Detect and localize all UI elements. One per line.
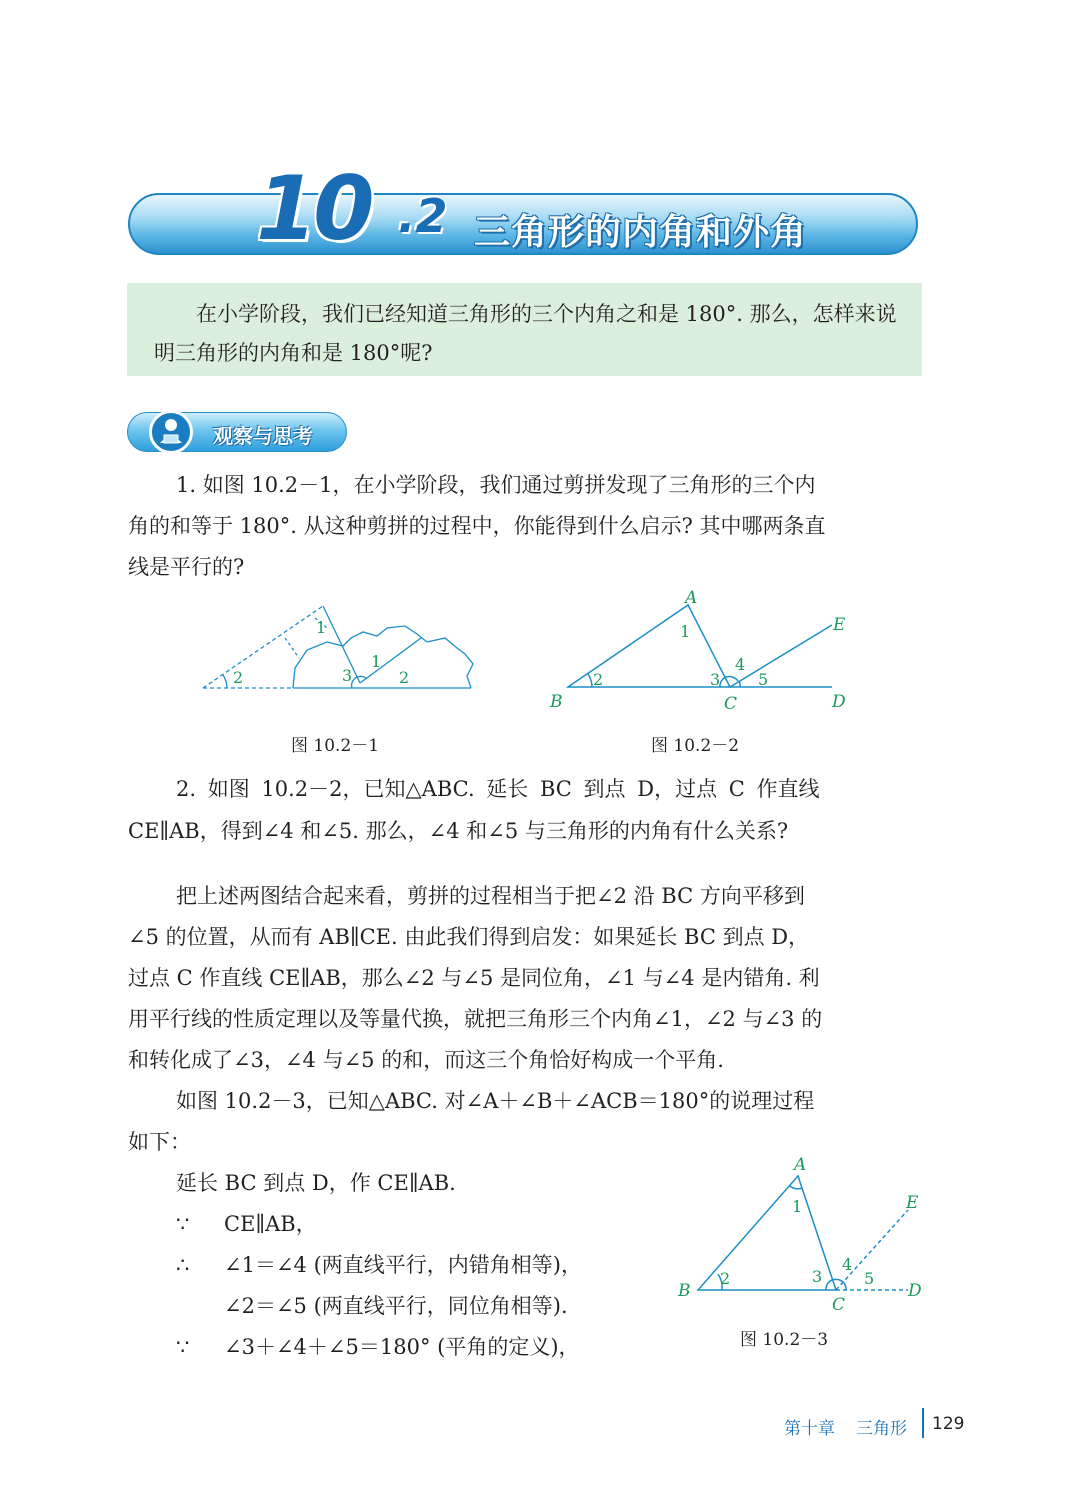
fig3-arc-a (790, 1186, 802, 1189)
proof-because-symbol-1: ∵ (176, 1212, 190, 1236)
fig2-arc-c5 (739, 681, 740, 687)
body-p1-line3: 过点 C 作直线 CE∥AB，那么∠2 与∠5 是同位角，∠1 与∠4 是内错角. 利 (128, 966, 820, 990)
fig1-arc-left (223, 675, 227, 688)
fig1-label-3: 3 (342, 666, 353, 685)
body-p1-line1: 把上述两图结合起来看，剪拼的过程相当于把∠2 沿 BC 方向平移到 (176, 884, 805, 908)
intro-text: 在小学阶段，我们已经知道三角形的三个内角之和是 180°. 那么，怎样来说明三角形的内角和是 180°呢? (154, 302, 897, 365)
figure-10-2-2 (540, 585, 870, 715)
fig3-arc-c3 (826, 1280, 832, 1290)
fig2-label-E: E (833, 615, 846, 635)
section-subnumber: .2 (398, 189, 448, 243)
section-number: 10 (256, 157, 371, 260)
badge-label: 观察与思考 (213, 424, 313, 448)
fig1-label-1b: 1 (371, 652, 382, 671)
fig3-num-4: 4 (842, 1255, 853, 1274)
fig3-label-C: C (832, 1295, 846, 1315)
section-banner (128, 157, 918, 260)
fig2-label-C: C (724, 694, 738, 714)
q2-line1: 2. 如图 10.2－2，已知△ABC. 延长 BC 到点 D，过点 C 作直线 (176, 777, 820, 801)
fig1-dashed-side (203, 606, 323, 688)
proof-line-3: ∠2＝∠5 (两直线平行，同位角相等). (224, 1294, 568, 1318)
fig2-label-B: B (550, 692, 563, 712)
body-p2-line1: 如图 10.2－3，已知△ABC. 对∠A＋∠B＋∠ACB＝180°的说理过程 (176, 1089, 815, 1113)
fig1-label-1: 1 (316, 618, 327, 637)
fig3-label-E: E (906, 1193, 919, 1213)
observe-think-badge (127, 412, 347, 456)
proof-line-2: ∠1＝∠4 (两直线平行，内错角相等)， (224, 1253, 582, 1277)
fig2-caption: 图 10.2－2 (651, 736, 740, 756)
footer-chapter: 第十章 (784, 1419, 835, 1439)
q2-line2: CE∥AB，得到∠4 和∠5. 那么，∠4 和∠5 与三角形的内角有什么关系? (128, 819, 789, 843)
body-p1-line2: ∠5 的位置，从而有 AB∥CE. 由此我们得到启发：如果延长 BC 到点 D， (128, 925, 810, 949)
q1-line2: 角的和等于 180°. 从这种剪拼的过程中，你能得到什么启示? 其中哪两条直 (128, 514, 826, 538)
intro-box (127, 283, 922, 376)
fig1-dashed-cut (285, 638, 299, 658)
body-p1-line4: 用平行线的性质定理以及等量代换，就把三角形三个内角∠1，∠2 与∠3 的 (128, 1007, 823, 1031)
fig3-caption: 图 10.2－3 (740, 1330, 829, 1350)
fig1-caption: 图 10.2－1 (291, 736, 380, 756)
footer-chapter-title: 三角形 (856, 1419, 907, 1439)
fig3-arc-c5 (844, 1283, 846, 1290)
body-p1-line5: 和转化成了∠3，∠4 与∠5 的和，而这三个角恰好构成一个平角. (128, 1048, 724, 1072)
proof-line-0: 延长 BC 到点 D，作 CE∥AB. (176, 1171, 456, 1195)
fig2-num-2: 2 (593, 670, 604, 689)
proof-line-1: CE∥AB， (224, 1212, 317, 1236)
fig2-label-D: D (832, 692, 846, 712)
fig1-tear-edge-right (427, 638, 473, 688)
fig1-label-2b: 2 (399, 668, 410, 687)
fig2-num-1: 1 (680, 622, 691, 641)
fig2-num-4: 4 (735, 655, 746, 674)
fig2-num-3: 3 (710, 670, 721, 689)
fig2-line-ce (730, 625, 832, 687)
proof-line-4: ∠3＋∠4＋∠5＝180° (平角的定义)， (224, 1335, 580, 1359)
figure-10-2-1 (195, 598, 485, 698)
footer-divider (922, 1408, 924, 1438)
q1-line3: 线是平行的? (128, 555, 245, 579)
proof-because-symbol-2: ∵ (176, 1335, 190, 1359)
fig2-num-5: 5 (758, 670, 769, 689)
figure-10-2-3 (672, 1150, 932, 1320)
section-title: 三角形的内角和外角 (474, 212, 808, 253)
reader-icon (149, 410, 193, 454)
fig2-arc-c4 (726, 677, 738, 681)
fig2-label-A: A (685, 588, 698, 608)
fig3-label-B: B (678, 1281, 691, 1301)
body-p2-line2: 如下： (128, 1130, 191, 1154)
fig1-label-2: 2 (233, 668, 244, 687)
fig3-num-2: 2 (720, 1269, 731, 1288)
fig1-piece2-side (360, 638, 421, 683)
q1-line1: 1. 如图 10.2－1，在小学阶段，我们通过剪拼发现了三角形的三个内 (176, 473, 816, 497)
fig2-arc-b (588, 674, 592, 687)
fig3-num-1: 1 (792, 1197, 803, 1216)
footer-page-number: 129 (932, 1414, 965, 1434)
fig3-num-3: 3 (812, 1267, 823, 1286)
proof-therefore-symbol: ∴ (176, 1253, 190, 1277)
fig3-label-D: D (908, 1281, 922, 1301)
fig3-num-5: 5 (864, 1269, 875, 1288)
fig3-label-A: A (794, 1155, 807, 1175)
